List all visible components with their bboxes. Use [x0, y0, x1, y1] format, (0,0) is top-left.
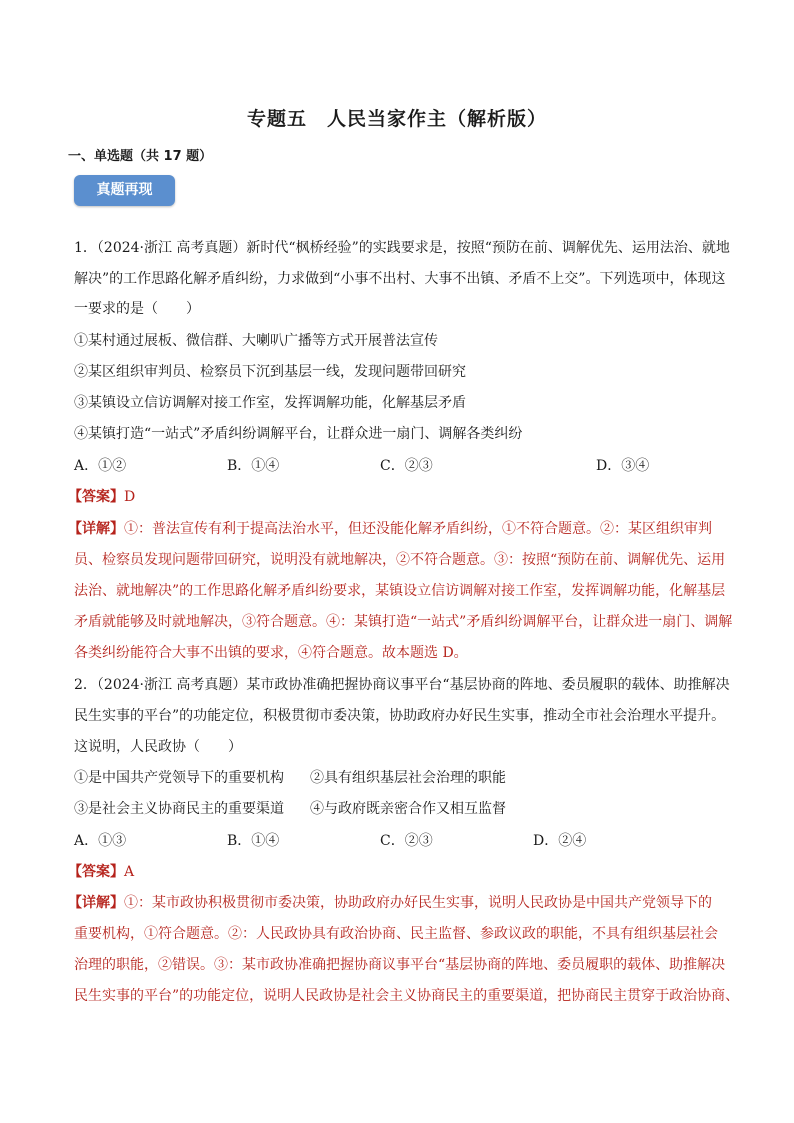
- q2-option-b: B．①④: [227, 833, 280, 849]
- q2-detail-line: [68, 893, 712, 913]
- q1-detail-line: [68, 519, 712, 539]
- document-title: 专题五 人民当家作主（解析版）: [246, 108, 547, 130]
- q2-stem-line: 民生实事的平台”的功能定位，积极贯彻市委决策，协助政府办好民生实事，推动全市社会治理水平提升。: [74, 708, 726, 724]
- q1-statement: ④某镇打造“一站式”矛盾纠纷调解平台，让群众进一扇门、调解各类纠纷: [74, 426, 523, 442]
- answer-label: 【答案】: [68, 864, 124, 880]
- q1-stem-line: 一要求的是（ ）: [74, 301, 200, 317]
- q1-option-c: C．②③: [380, 458, 433, 474]
- q2-stem-line: 这说明，人民政协（ ）: [74, 739, 242, 755]
- section-heading: 一、单选题（共 17 题）: [68, 149, 213, 164]
- q1-statement: ②某区组织审判员、检察员下沉到基层一线，发现问题带回研究: [74, 364, 466, 380]
- real-exam-badge: 真题再现: [74, 175, 175, 206]
- q2-detail-line: 治理的职能，②错误。③：某市政协准确把握协商议事平台“基层协商的阵地、委员履职的载体、助推解决: [74, 957, 726, 973]
- q1-option-b: B．①④: [227, 458, 280, 474]
- q1-option-a: A．①②: [74, 458, 127, 474]
- q1-detail-line: 法治、就地解决”的工作思路化解矛盾纠纷要求，某镇设立信访调解对接工作室，发挥调解功能，化解基层: [74, 583, 726, 599]
- q2-option-a: A．①③: [74, 833, 127, 849]
- q2-detail-line: 重要机构，①符合题意。②：人民政协具有政治协商、民主监督、参政议政的职能，不具有组织基层社会: [74, 926, 718, 942]
- q1-statement: ①某村通过展板、微信群、大喇叭广播等方式开展普法宣传: [74, 333, 438, 349]
- detail-text: ①：普法宣传有利于提高法治水平，但还没能化解矛盾纠纷，①不符合题意。②：某区组织审判: [124, 521, 712, 537]
- q1-detail-line: 员、检察员发现问题带回研究，说明没有就地解决，②不符合题意。③：按照“预防在前、调解优先、运用: [74, 552, 726, 568]
- answer-value: A: [124, 864, 135, 880]
- q2-option-d: D．②④: [533, 833, 587, 849]
- q2-detail-line: 民生实事的平台”的功能定位，说明人民政协是社会主义协商民主的重要渠道，把协商民主贯穿于政治协商、: [74, 988, 740, 1004]
- q1-option-d: D．③④: [596, 458, 650, 474]
- q2-statement: ①是中国共产党领导下的重要机构: [74, 770, 284, 786]
- answer-label: 【答案】: [68, 489, 124, 505]
- q2-statement: ③是社会主义协商民主的重要渠道: [74, 801, 284, 817]
- q1-statement: ③某镇设立信访调解对接工作室，发挥调解功能，化解基层矛盾: [74, 395, 466, 411]
- q2-answer: [68, 862, 134, 882]
- detail-text: ①：某市政协积极贯彻市委决策，协助政府办好民生实事，说明人民政协是中国共产党领导下的: [124, 895, 712, 911]
- q2-statement: ④与政府既亲密合作又相互监督: [310, 801, 506, 817]
- q1-answer: [68, 487, 135, 507]
- detail-label: 【详解】: [68, 521, 124, 537]
- q1-detail-line: 各类纠纷能符合大事不出镇的要求，④符合题意。故本题选 D。: [74, 645, 468, 661]
- q1-stem-line: 解决”的工作思路化解矛盾纠纷，力求做到“小事不出村、大事不出镇、矛盾不上交”。下列选项中，体现这: [74, 271, 726, 287]
- q1-detail-line: 矛盾就能够及时就地解决，③符合题意。④：某镇打造“一站式”矛盾纠纷调解平台，让群众进一扇门、调解: [74, 614, 733, 630]
- answer-value: D: [124, 489, 136, 505]
- q2-option-c: C．②③: [380, 833, 433, 849]
- q2-statement: ②具有组织基层社会治理的职能: [310, 770, 506, 786]
- detail-label: 【详解】: [68, 895, 124, 911]
- q1-stem-line: 1．（2024·浙江 高考真题）新时代“枫桥经验”的实践要求是，按照“预防在前、调解优先、运用法治、就地: [74, 240, 730, 256]
- q2-stem-line: 2．（2024·浙江 高考真题）某市政协准确把握协商议事平台“基层协商的阵地、委员履职的载体、助推解决: [74, 677, 730, 693]
